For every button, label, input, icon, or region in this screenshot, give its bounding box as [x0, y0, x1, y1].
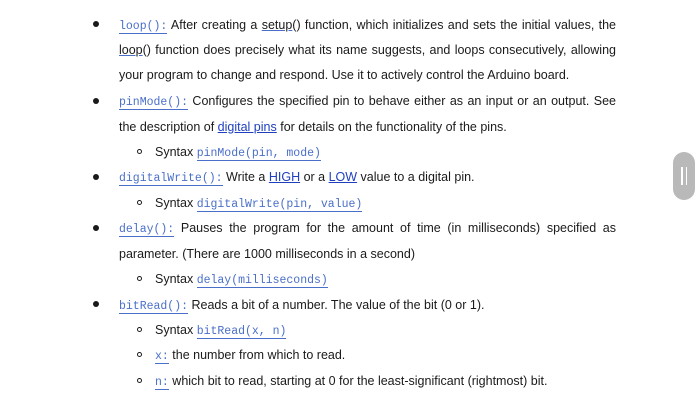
loop-text: () function does precisely what its name suggests, and loops consecutively, allowing: [142, 43, 616, 57]
pinmode-text: Configures the specified pin to behave either as an input or an output. See: [188, 94, 616, 108]
digitalwrite-function-name: digitalWrite():: [119, 172, 223, 185]
bullet-icon: [93, 301, 99, 307]
delay-syntax: [155, 271, 328, 289]
pinmode-text: for details on the functionality of the pins.: [276, 120, 507, 134]
sub-bullet-icon: [137, 200, 142, 205]
sub-bullet-icon: [137, 378, 142, 383]
digitalwrite-syntax-code: digitalWrite(pin, value): [196, 198, 363, 211]
delay-line-1: [119, 220, 616, 238]
bullet-icon: [93, 225, 99, 231]
bitread-text: Reads a bit of a number. The value of the bit (0 or 1).: [188, 298, 485, 312]
pinmode-syntax: [155, 144, 321, 162]
scroll-handle-icon[interactable]: [673, 152, 695, 200]
pinmode-line-1: [119, 93, 616, 111]
bitread-param-n: [155, 373, 547, 391]
grip-line: [681, 167, 683, 185]
pinmode-syntax-code: pinMode(pin, mode): [196, 147, 321, 160]
sub-bullet-icon: [137, 276, 142, 281]
digitalwrite-text: or a: [300, 170, 329, 184]
syntax-label: Syntax: [155, 272, 197, 286]
param-n-text: which bit to read, starting at 0 for the least-significant (rightmost) bit.: [168, 374, 548, 388]
param-n-code: n:: [155, 376, 169, 389]
delay-line-2: parameter. (There are 1000 milliseconds in a second): [119, 247, 415, 261]
sub-bullet-icon: [137, 327, 142, 332]
setup-function-ref: setup: [261, 18, 293, 32]
digitalwrite-line-1: [119, 169, 475, 187]
syntax-label: Syntax: [155, 145, 197, 159]
loop-line-2: [119, 42, 616, 58]
sub-bullet-icon: [137, 352, 142, 357]
param-x-text: the number from which to read.: [168, 348, 346, 362]
bitread-function-name: bitRead():: [119, 300, 189, 313]
loop-text: () function, which initializes and sets the initial values, the: [292, 18, 616, 32]
syntax-label: Syntax: [155, 323, 197, 337]
sub-bullet-icon: [137, 149, 142, 154]
loop-line-1: [119, 17, 616, 35]
digitalwrite-text: Write a: [222, 170, 269, 184]
loop-function-name: loop():: [119, 20, 168, 33]
loop-function-ref: loop: [119, 43, 143, 57]
grip-line: [686, 167, 688, 185]
digitalwrite-syntax: [155, 195, 362, 213]
digital-pins-link[interactable]: digital pins: [217, 120, 277, 134]
delay-function-name: delay():: [119, 223, 175, 236]
pinmode-line-2: [119, 119, 507, 135]
param-x-code: x:: [155, 350, 169, 363]
pinmode-text: the description of: [119, 120, 218, 134]
delay-text: Pauses the program for the amount of time (in milliseconds) specified as: [174, 221, 616, 235]
pinmode-function-name: pinMode():: [119, 96, 189, 109]
bitread-param-x: [155, 347, 345, 365]
bitread-line-1: [119, 297, 484, 315]
digitalwrite-text: value to a digital pin.: [357, 170, 475, 184]
loop-line-3: your program to change and respond. Use it to actively control the Arduino board.: [119, 68, 570, 82]
low-link[interactable]: LOW: [328, 170, 358, 184]
high-link[interactable]: HIGH: [268, 170, 301, 184]
bitread-syntax-code: bitRead(x, n): [196, 325, 287, 338]
bullet-icon: [93, 21, 99, 27]
bitread-syntax: [155, 322, 286, 340]
delay-syntax-code: delay(milliseconds): [196, 274, 328, 287]
bullet-icon: [93, 174, 99, 180]
bullet-icon: [93, 98, 99, 104]
loop-text: After creating a: [167, 18, 262, 32]
syntax-label: Syntax: [155, 196, 197, 210]
